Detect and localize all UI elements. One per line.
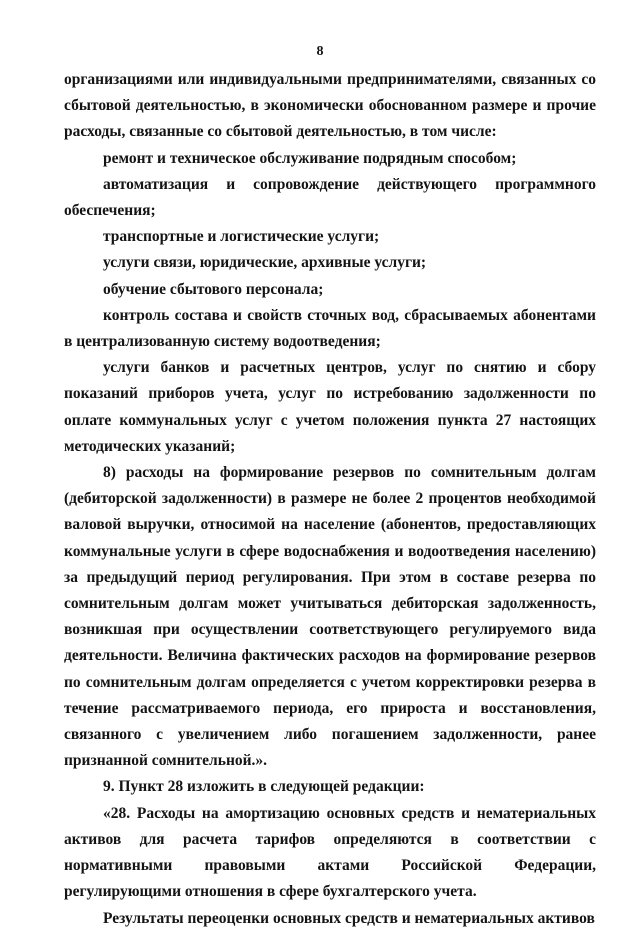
- paragraph-continuation: организациями или индивидуальными предпринимателями, связанных со сбытовой деятельностью, в экономически обоснованном размере и прочие расходы, связанные со сбытовой деятельностью, в том числе:: [64, 71, 596, 141]
- paragraph-item-8: 8) расходы на формирование резервов по сомнительным долгам (дебиторской задолженности) в размере не более 2 процентов необходимой валовой выручки, относимой на население (абонентов, предоставляющих коммунальные услуги в сфере водоснабжения и водоотведения населению) за предыдущий период регулирования. При этом в составе резерва по сомнительным долгам может учитываться дебиторская задолженность, возникшая при осуществлении соответствующего регулируемого вида деятельности. Величина фактических расходов на формирование резервов по сомнительным долгам определяется с учетом корректировки резерва в течение рассматриваемого периода, его прироста и восстановления, связанного с увеличением либо погашением задолженности, ранее признанной сомнительной.».: [64, 464, 596, 770]
- list-item-bank-services: услуги банков и расчетных центров, услуг по снятию и сбору показаний приборов учета, услуг по истребованию задолженности по оплате коммунальных услуг с учетом положения пункта 27 настоящих методических указаний;: [64, 359, 596, 455]
- list-item-training: обучение сбытового персонала;: [103, 280, 324, 298]
- paragraph-item-9: 9. Пункт 28 изложить в следующей редакции:: [103, 778, 425, 796]
- list-item-wastewater-control: контроль состава и свойств сточных вод, сбрасываемых абонентами в централизованную систему водоотведения;: [64, 306, 596, 351]
- list-item-transport: транспортные и логистические услуги;: [103, 228, 380, 246]
- paragraph-revaluation: Результаты переоценки основных средств и нематериальных активов: [103, 909, 595, 927]
- list-item-communication: услуги связи, юридические, архивные услуги;: [103, 254, 427, 272]
- paragraph-item-28: «28. Расходы на амортизацию основных средств и нематериальных активов для расчета тарифов определяются в соответствии с нормативными правовыми актами Российской Федерации, регулирующими отношения в сфере бухгалтерского учета.: [64, 804, 596, 901]
- list-item-automation: автоматизация и сопровождение действующего программного обеспечения;: [64, 175, 596, 220]
- list-item-repair: ремонт и техническое обслуживание подрядным способом;: [103, 149, 517, 167]
- page-number: 8: [316, 44, 324, 59]
- document-body: [64, 67, 596, 932]
